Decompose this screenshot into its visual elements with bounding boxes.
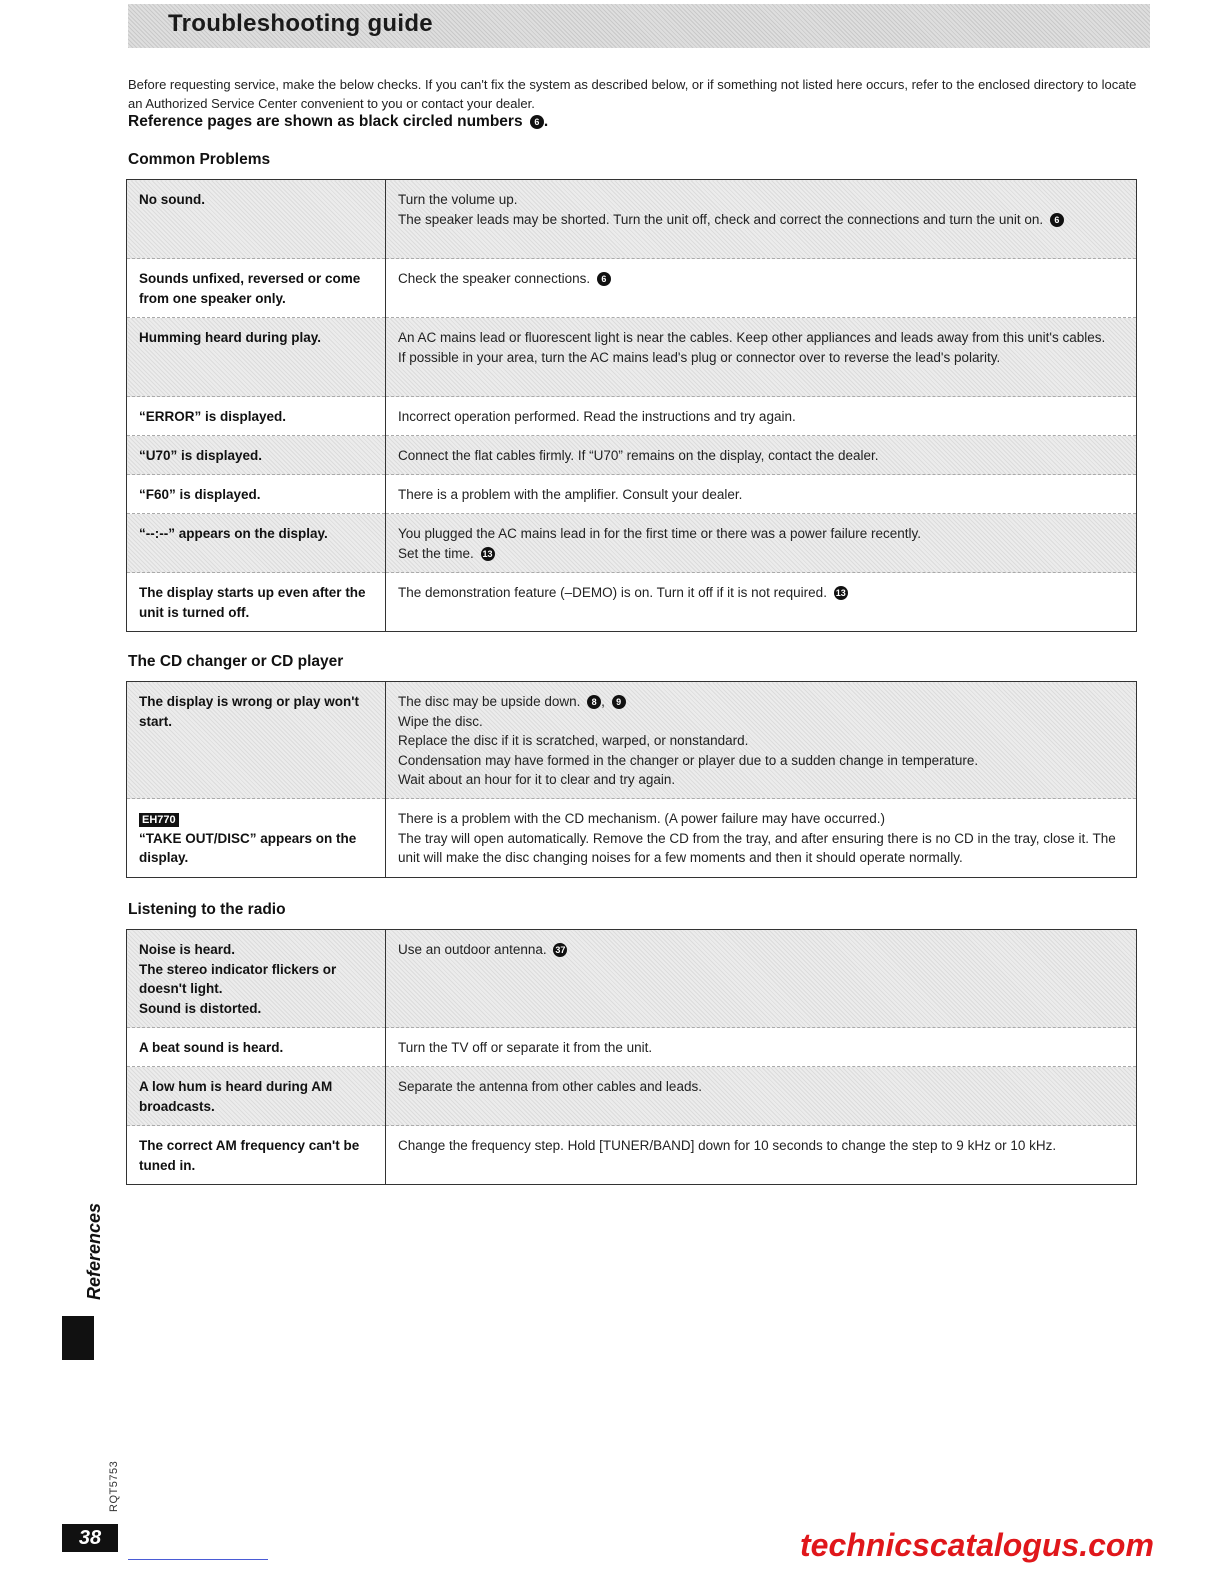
circled-number: 6 — [530, 115, 544, 129]
table-row — [127, 930, 1137, 1028]
problem-cell: The display is wrong or play won't start. — [127, 682, 386, 799]
table-row — [127, 436, 1137, 475]
problem-text: Noise is heard. — [139, 942, 236, 957]
solution-line: Condensation may have formed in the changer or player due to a sudden change in temperature. — [398, 752, 979, 768]
solution-line: Replace the disc if it is scratched, warped, or nonstandard. — [398, 733, 749, 748]
solution-line: Wait about an hour for it to clear and try again. — [398, 772, 676, 787]
table-row — [127, 799, 1137, 878]
solution-line: There is a problem with the CD mechanism. (A power failure may have occurred.) — [398, 811, 885, 826]
model-badge: EH770 — [139, 813, 179, 827]
footer-divider — [128, 1559, 268, 1560]
problem-cell: Humming heard during play. — [127, 318, 386, 397]
cd-table — [126, 681, 1137, 878]
solution-line: Wipe the disc. — [398, 713, 483, 729]
table-row — [127, 259, 1137, 318]
solution-text: Set the time. — [398, 545, 474, 561]
table-row — [127, 1028, 1137, 1067]
common-problems-table — [126, 179, 1137, 632]
problem-cell: “U70” is displayed. — [127, 436, 386, 475]
table-row — [127, 397, 1137, 436]
solution-line: The disc may be upside down. 8 , 9 — [398, 692, 1124, 712]
solution-cell: Turn the TV off or separate it from the unit. — [386, 1028, 1137, 1067]
solution-cell: Connect the flat cables firmly. If “U70” remains on the display, contact the dealer. — [386, 436, 1137, 475]
circled-number: 8 — [587, 695, 601, 709]
problem-text: “TAKE OUT/DISC” appears on the display. — [139, 830, 357, 865]
table-row — [127, 475, 1137, 514]
solution-line: If possible in your area, turn the AC mains lead's plug or connector over to reverse the lead's polarity. — [398, 349, 1001, 365]
section-heading-cd: The CD changer or CD player — [128, 653, 344, 670]
reference-note-text: Reference pages are shown as black circled numbers — [128, 113, 523, 130]
circled-number: 37 — [555, 945, 566, 956]
table-row — [127, 514, 1137, 573]
problem-cell: “F60” is displayed. — [127, 475, 386, 514]
solution-line: You plugged the AC mains lead in for the first time or there was a power failure recently. — [398, 526, 922, 541]
solution-cell: Incorrect operation performed. Read the instructions and try again. — [386, 397, 1137, 436]
solution-cell — [386, 514, 1137, 573]
problem-cell — [127, 930, 386, 1028]
side-tab-marker — [62, 1316, 94, 1360]
solution-cell — [386, 799, 1137, 878]
section-heading-radio: Listening to the radio — [128, 901, 286, 918]
solution-cell — [386, 573, 1137, 632]
solution-line — [398, 544, 1124, 564]
problem-cell: “--:--” appears on the display. — [127, 514, 386, 573]
table-row — [127, 180, 1137, 259]
circled-number: 6 — [597, 272, 611, 286]
problem-cell: No sound. — [127, 180, 386, 259]
table-row — [127, 1126, 1137, 1185]
section-heading-common: Common Problems — [128, 151, 271, 168]
reference-note: Reference pages are shown as black circled numbers 6 . — [128, 113, 549, 130]
circled-number: 6 — [1050, 213, 1064, 227]
table-row — [127, 573, 1137, 632]
solution-line: The tray will open automatically. Remove the CD from the tray, and after ensuring there is no CD in the tray, close it. The unit will make the disc changing noises for a few moments and then it should operate normally. — [398, 830, 1116, 865]
circled-number: 9 — [612, 695, 626, 709]
solution-line — [398, 210, 1124, 230]
problem-cell: “ERROR” is displayed. — [127, 397, 386, 436]
table-row — [127, 682, 1137, 799]
solution-cell: There is a problem with the amplifier. Consult your dealer. — [386, 475, 1137, 514]
solution-line: An AC mains lead or fluorescent light is near the cables. Keep other appliances and leads away from this unit's cables. — [398, 330, 1106, 345]
solution-cell — [386, 682, 1137, 799]
solution-cell — [386, 259, 1137, 318]
solution-cell — [386, 180, 1137, 259]
problem-cell: The display starts up even after the unit is turned off. — [127, 573, 386, 632]
table-row — [127, 1067, 1137, 1126]
title-bar — [128, 4, 1150, 48]
solution-text: The speaker leads may be shorted. Turn the unit off, check and correct the connections and turn the unit on. — [398, 211, 1044, 227]
solution-text: Use an outdoor antenna. — [398, 942, 547, 957]
intro-text: Before requesting service, make the below checks. If you can't fix the system as described below, or if something not listed here occurs, refer to the enclosed directory to locate an Authorized Service Center convenient to you or contact your dealer. — [128, 77, 1137, 111]
problem-cell: A beat sound is heard. — [127, 1028, 386, 1067]
problem-text: Sound is distorted. — [139, 1000, 262, 1016]
circled-number: 13 — [482, 548, 493, 559]
problem-cell: A low hum is heard during AM broadcasts. — [127, 1067, 386, 1126]
side-section-label: References — [84, 1202, 104, 1300]
solution-line: Turn the volume up. — [398, 192, 518, 207]
radio-table — [126, 929, 1137, 1185]
problem-cell — [127, 799, 386, 878]
solution-cell — [386, 318, 1137, 397]
watermark: technicscatalogus.com — [800, 1527, 1154, 1563]
solution-cell — [386, 930, 1137, 1028]
table-row — [127, 318, 1137, 397]
circled-number: 13 — [835, 588, 846, 599]
solution-text: The disc may be upside down. — [398, 694, 581, 709]
problem-cell: Sounds unfixed, reversed or come from one speaker only. — [127, 259, 386, 318]
page-number: 38 — [62, 1524, 118, 1552]
page-title: Troubleshooting guide — [168, 10, 433, 37]
problem-cell: The correct AM frequency can't be tuned in. — [127, 1126, 386, 1185]
problem-text: The stereo indicator flickers or doesn't light. — [139, 961, 337, 996]
solution-text: Check the speaker connections. — [398, 271, 591, 286]
solution-text: The demonstration feature (–DEMO) is on. Turn it off if it is not required. — [398, 585, 827, 600]
model-code: RQT5753 — [108, 1460, 120, 1512]
solution-cell: Separate the antenna from other cables and leads. — [386, 1067, 1137, 1126]
solution-cell: Change the frequency step. Hold [TUNER/BAND] down for 10 seconds to change the step to 9 kHz or 10 kHz. — [386, 1126, 1137, 1185]
